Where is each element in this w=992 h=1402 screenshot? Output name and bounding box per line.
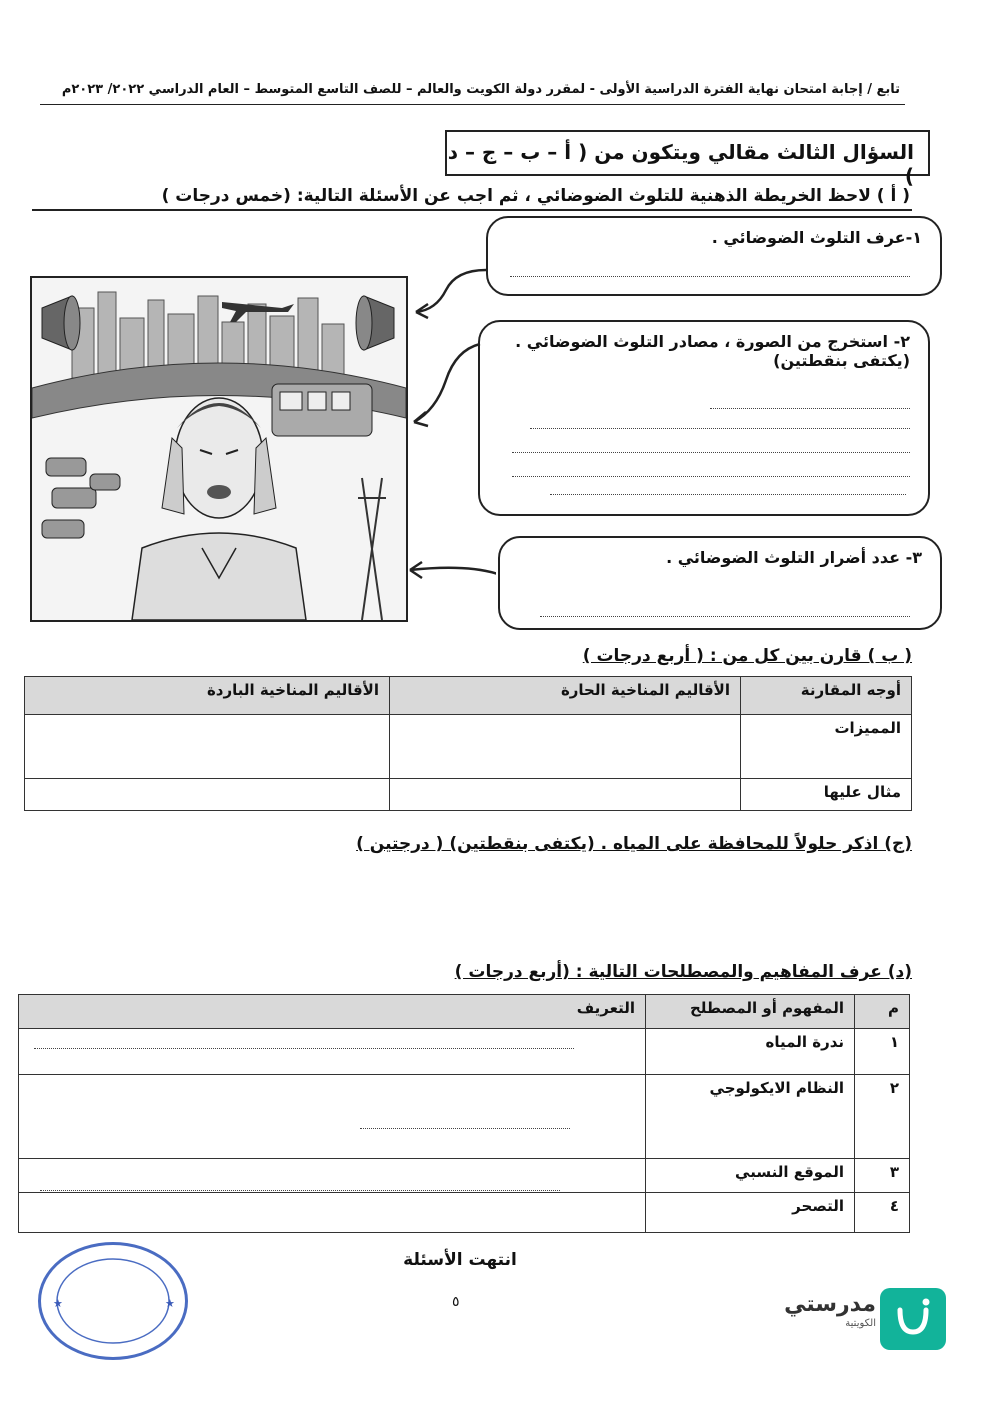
page-number: ٥: [452, 1294, 460, 1310]
comparison-header: أوجه المقارنة: [741, 677, 912, 715]
question-bubble-2: [478, 320, 930, 516]
end-of-questions: انتهت الأسئلة: [403, 1250, 517, 1270]
term: الموقع النسبي: [646, 1159, 855, 1193]
row-number: ٢: [855, 1075, 910, 1159]
answer-line[interactable]: [34, 1048, 574, 1049]
arrow-3: [410, 568, 496, 574]
madrasati-logo-icon: [880, 1288, 946, 1350]
part-c-title: (ج) اذكر حلولاً للمحافظة على المياه . (يكتفى بنقطتين) ( درجتين ): [356, 834, 912, 854]
arrow-2: [414, 344, 480, 422]
definitions-table: [18, 994, 910, 1233]
question-bubble-1: [486, 216, 942, 296]
definition-cell[interactable]: [19, 1075, 646, 1159]
svg-text:★: ★: [53, 1297, 63, 1310]
definitions-header: التعريف: [19, 995, 646, 1029]
answer-line[interactable]: [40, 1190, 560, 1191]
header-divider: [40, 104, 905, 105]
definition-cell[interactable]: [19, 1159, 646, 1193]
row-number: ١: [855, 1029, 910, 1075]
comparison-cell[interactable]: [390, 779, 741, 811]
comparison-cell[interactable]: [25, 715, 390, 779]
answer-line[interactable]: [360, 1128, 570, 1129]
noise-pollution-image: [30, 276, 408, 622]
part-a-underline: [32, 209, 912, 211]
noise-pollution-illustration: [32, 278, 406, 620]
official-stamp: [38, 1242, 188, 1360]
answer-line[interactable]: [550, 494, 906, 495]
svg-text:★: ★: [165, 1297, 175, 1310]
row-number: ٤: [855, 1193, 910, 1233]
term: التصحر: [646, 1193, 855, 1233]
arrows: [406, 240, 496, 580]
comparison-table: [24, 676, 912, 811]
question-1-text: ١-عرف التلوث الضوضائي .: [711, 228, 922, 247]
answer-line[interactable]: [512, 476, 910, 477]
answer-line[interactable]: [510, 276, 910, 277]
question-three-title: السؤال الثالث مقالي ويتكون من ( أ – ب – ج – د ): [445, 130, 930, 176]
comparison-cell[interactable]: [25, 779, 390, 811]
logo-subtitle: الكويتية: [845, 1318, 876, 1329]
comparison-row-label: مثال عليها: [741, 779, 912, 811]
row-number: ٣: [855, 1159, 910, 1193]
part-d-title: (د) عرف المفاهيم والمصطلحات التالية : (أربع درجات ): [454, 962, 912, 982]
question-3-text: ٣- عدد أضرار التلوث الضوضائي .: [666, 548, 922, 567]
answer-line[interactable]: [710, 408, 910, 409]
definitions-header: المفهوم أو المصطلح: [646, 995, 855, 1029]
part-a-title: ( أ ) لاحظ الخريطة الذهنية للتلوث الضوضائي ، ثم اجب عن الأسئلة التالية: (خمس درجات ): [161, 186, 910, 206]
answer-line[interactable]: [540, 616, 910, 617]
comparison-header: الأقاليم المناخية الحارة: [390, 677, 741, 715]
exam-header: تابع / إجابة امتحان نهاية الفترة الدراسية الأولى - لمقرر دولة الكويت والعالم – للصف التاسع المتوسط – العام الدراسي ٢٠٢٢/ ٢٠٢٣م: [61, 82, 900, 97]
comparison-cell[interactable]: [390, 715, 741, 779]
question-2-note: (يكتفى بنقطتين): [773, 351, 910, 370]
comparison-header: الأقاليم المناخية الباردة: [25, 677, 390, 715]
stamp-ring-icon: [41, 1245, 185, 1357]
logo-name: مدرستي: [784, 1292, 876, 1317]
part-b-title: ( ب ) قارن بين كل من : ( أربع درجات ): [582, 646, 912, 666]
answer-line[interactable]: [512, 452, 910, 453]
comparison-row-label: المميزات: [741, 715, 912, 779]
definitions-header: م: [855, 995, 910, 1029]
definition-cell[interactable]: [19, 1193, 646, 1233]
question-2-text: ٢- استخرج من الصورة ، مصادر التلوث الضوضائي .: [515, 332, 910, 351]
term: النظام الايكولوجي: [646, 1075, 855, 1159]
definition-cell[interactable]: [19, 1029, 646, 1075]
answer-line[interactable]: [530, 428, 910, 429]
term: ندرة المياه: [646, 1029, 855, 1075]
